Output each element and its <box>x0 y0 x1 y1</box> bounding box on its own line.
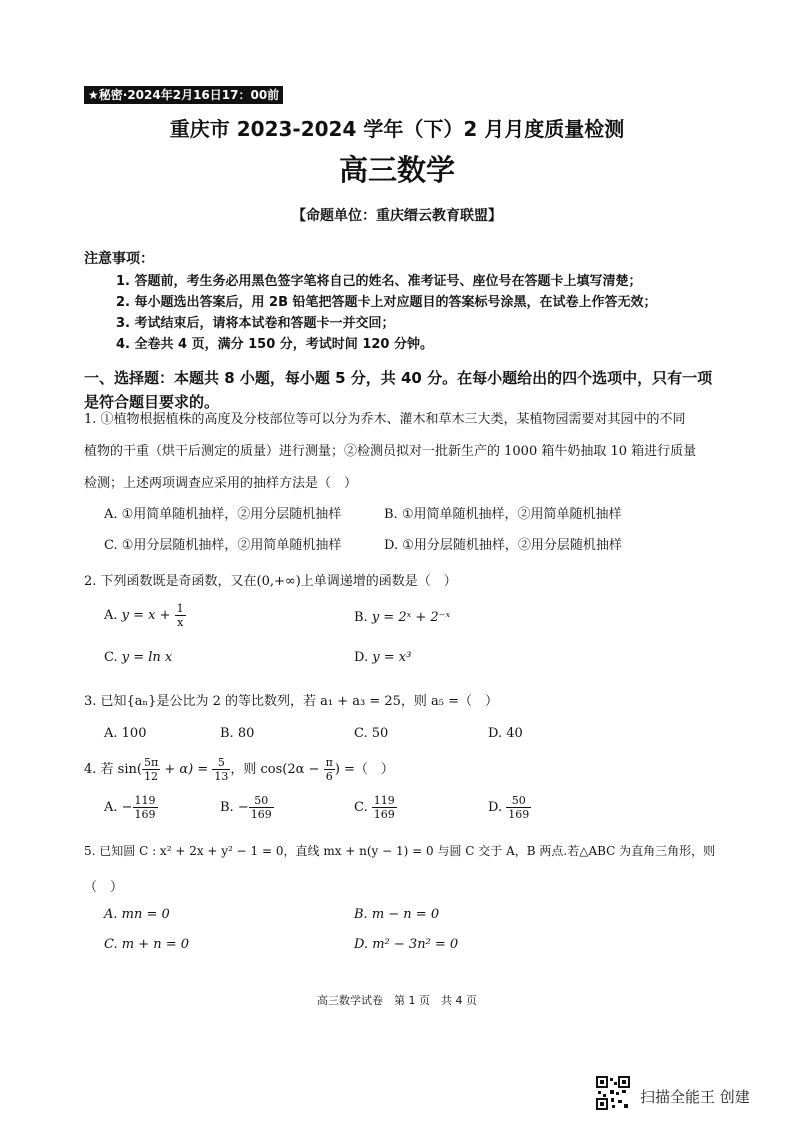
notice-item: 3. 考试结束后，请将本试卷和答题卡一并交回； <box>116 316 395 331</box>
q2-option-b: B. y = 2ˣ + 2⁻ˣ <box>354 610 451 625</box>
q4-option-d: D. $\frac{50}{169}$ <box>488 794 530 821</box>
q5-option-c: C. m + n = 0 <box>104 937 190 952</box>
q5-option-d: D. m² − 3n² = 0 <box>354 937 459 952</box>
qr-code-icon <box>596 1076 630 1110</box>
notice-item: 2. 每小题选出答案后，用 2B 铅笔把答题卡上对应题目的答案标号涂黑，在试卷上作答无效； <box>116 295 657 310</box>
scanner-watermark: 扫描全能王 创建 <box>640 1088 750 1106</box>
q2-option-d: D. y = x³ <box>354 650 412 665</box>
question-4-stem: 4. 若 sin( $\frac{5\pi}{12}$ + α) = $\frac{5}{13}$ ，则 cos(2α − $\frac{\pi}{6}$ ) =（ ） <box>84 756 394 783</box>
q5-option-b: B. m − n = 0 <box>354 907 440 922</box>
q2-option-a: A. y = x + $\frac{1}{x}$ <box>104 602 184 629</box>
question-1-stem: 1. ①植物根据植株的高度及分枝部位等可以分为乔木、灌木和草木三大类，某植物园需要对其园中的不同 植物的干重（烘干后测定的质量）进行测量；②检测员拟对一批新生产的 1000 箱牛奶抽取 10 箱进行质量 检测；上述两项调查应采用的抽样方法是（ ） <box>84 412 697 491</box>
exam-title: 重庆市 2023-2024 学年（下）2 月月度质量检测 <box>169 117 625 141</box>
question-5-stem: 5. 已知圆 C : x² + 2x + y² − 1 = 0，直线 mx + n(y − 1) = 0 与圆 C 交于 A，B 两点.若△ABC 为直角三角形，则 <box>84 844 716 858</box>
q4-option-c: C. $\frac{119}{169}$ <box>354 794 395 821</box>
q4-option-b: B. − $\frac{50}{169}$ <box>220 794 272 821</box>
question-3-stem: 3. 已知{aₙ}是公比为 2 的等比数列，若 a₁ + a₃ = 25，则 a₅ =（ ） <box>84 694 499 709</box>
notice-item: 4. 全卷共 4 页，满分 150 分，考试时间 120 分钟。 <box>116 337 433 352</box>
q3-option-b: B. 80 <box>220 726 255 741</box>
q5-option-a: A. mn = 0 <box>104 907 170 922</box>
page-footer: 高三数学试卷 第 1 页 共 4 页 <box>317 994 477 1007</box>
q3-option-d: D. 40 <box>488 726 523 741</box>
q1-option-b: B. ①用简单随机抽样，②用简单随机抽样 <box>384 507 622 522</box>
q1-option-d: D. ①用分层随机抽样，②用分层随机抽样 <box>384 538 622 553</box>
q1-option-c: C. ①用分层随机抽样，②用简单随机抽样 <box>104 538 342 553</box>
q1-option-a: A. ①用简单随机抽样，②用分层随机抽样 <box>104 507 342 522</box>
q3-option-c: C. 50 <box>354 726 389 741</box>
subject-title: 高三数学 <box>338 153 455 187</box>
q4-option-a: A. − $\frac{119}{169}$ <box>104 794 156 821</box>
confidential-label: ★秘密·2024年2月16日17：00前 <box>84 86 283 104</box>
question-5-stem-2: （ ） <box>84 880 124 895</box>
unit-line: 【命题单位：重庆缙云教育联盟】 <box>292 208 502 224</box>
notice-heading: 注意事项： <box>84 251 154 267</box>
question-2-stem: 2. 下列函数既是奇函数，又在(0,+∞)上单调递增的函数是（ ） <box>84 574 457 589</box>
q3-option-a: A. 100 <box>104 726 147 741</box>
q2-option-c: C. y = ln x <box>104 650 173 665</box>
notice-item: 1. 答题前，考生务必用黑色签字笔将自己的姓名、准考证号、座位号在答题卡上填写清楚； <box>116 274 642 289</box>
section-heading: 一、选择题：本题共 8 小题，每小题 5 分，共 40 分。在每小题给出的四个选项中，只有一项 是符合题目要求的。 <box>84 369 713 411</box>
